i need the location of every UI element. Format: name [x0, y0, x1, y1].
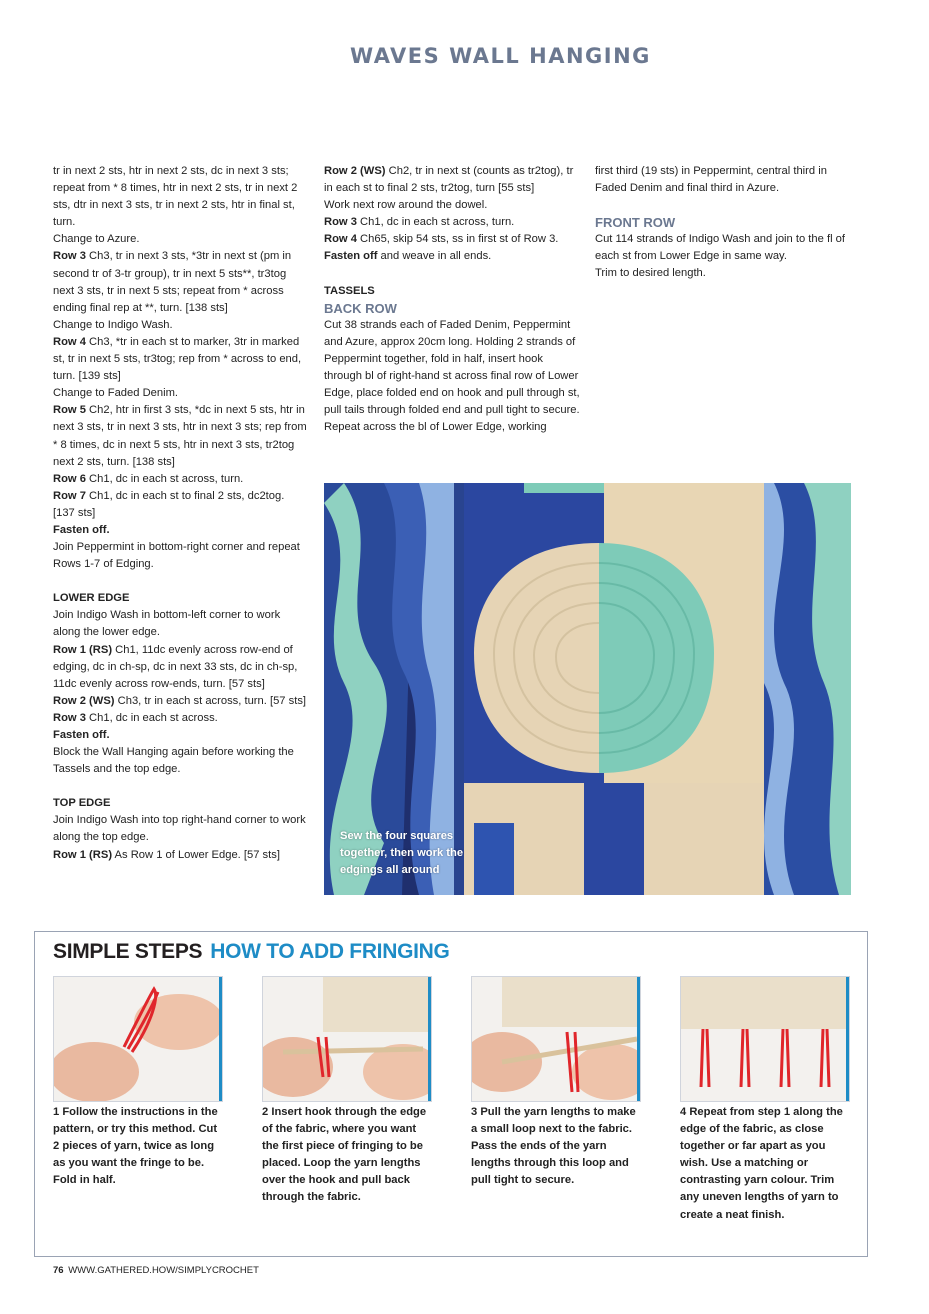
col1-row-7 — [53, 488, 309, 522]
trim-text: Trim to desired length. — [595, 267, 706, 280]
row-text: Ch2, htr in first 3 sts, *dc in next 5 sts, htr in next 3 sts, tr in next 3 sts, htr in next 3 sts; rep from * 8 times, dc in next 5 sts, htr in next 3 sts, tr2tog next 2 sts, turn. [138 sts] — [53, 404, 307, 468]
column-2 — [324, 163, 580, 436]
front-row-text: Cut 114 strands of Indigo Wash and join to the fl of each st from Lower Edge in same way. — [595, 233, 846, 263]
col1-row-4 — [53, 334, 309, 385]
row-text: Ch1, dc in each st to final 2 sts, dc2tog. [137 sts] — [53, 489, 285, 519]
col1-paragraph: tr in next 2 sts, htr in next 2 sts, dc in next 3 sts; repeat from * 8 times, htr in next 2 sts, tr in next 2 sts, dtr in next 3 sts, tr in next 2 sts, htr in final st, turn. — [53, 165, 298, 229]
row-text: Ch3, tr in each st across, turn. [57 sts] — [114, 694, 307, 707]
row-text: Ch3, tr in next 3 sts, *3tr in next st (pm in second tr of 3-tr group), tr in next 5 sts**, tr3tog next 3 sts, tr in next 5 sts; repeat from * across ending final rep at **, turn. [138 sts] — [53, 250, 292, 314]
col1-paragraph: Join Peppermint in bottom-right corner and repeat Rows 1-7 of Edging. — [53, 541, 300, 571]
col2-row-2 — [324, 163, 580, 197]
back-row-text: Cut 38 strands each of Faded Denim, Peppermint and Azure, approx 20cm long. Holding 2 strands of Peppermint together, fold in half, insert hook through bl of right-hand st across final row of Lower Edge, place folded end on hook and pull through st, pull tails through folded end and pull tight to secure. Repeat across the bl of Lower Edge, working — [324, 318, 580, 434]
row-label: Row 4 — [324, 233, 357, 246]
lower-edge-paragraph: Join Indigo Wash in bottom-left corner to work along the lower edge. — [53, 609, 281, 639]
step-3-photo — [472, 977, 640, 1101]
col1-paragraph: Change to Azure. — [53, 233, 140, 246]
column-1 — [53, 163, 309, 864]
col2-paragraph: Work next row around the dowel. — [324, 199, 488, 212]
page-number: 76 — [53, 1265, 64, 1276]
fasten-off: Fasten off. — [53, 729, 110, 741]
simple-steps-label: SIMPLE STEPS — [53, 940, 203, 963]
row-text: Ch65, skip 54 sts, ss in first st of Row 3. — [356, 233, 559, 246]
footer-url: WWW.GATHERED.HOW/SIMPLYCROCHET — [68, 1265, 259, 1276]
front-row-heading: FRONT ROW — [595, 215, 676, 231]
row-label: Row 3 — [53, 250, 86, 263]
top-edge-heading: TOP EDGE — [53, 797, 111, 810]
simple-steps-box — [34, 931, 868, 1257]
col1-paragraph: Change to Indigo Wash. — [53, 318, 173, 331]
row-label: Row 2 (WS) — [324, 165, 386, 177]
lower-edge-paragraph: Block the Wall Hanging again before working the Tassels and the top edge. — [53, 746, 294, 776]
row-label: Row 7 — [53, 489, 86, 502]
col2-fasten — [324, 248, 580, 265]
page-footer — [53, 1265, 259, 1276]
step-1-photo — [54, 977, 222, 1101]
row-text: Ch1, dc in each st across. — [85, 711, 218, 724]
col1-paragraph: Change to Faded Denim. — [53, 387, 179, 400]
row-label: Row 5 — [53, 404, 86, 417]
col1-row-3 — [53, 248, 309, 316]
step-4-text: 4 Repeat from step 1 along the edge of the fabric, as close together or far apart as you wish. Use a matching or contrasting yarn colour. Trim any uneven lengths of yarn to create a neat finish. — [680, 1106, 843, 1221]
row-text: Ch1, 11dc evenly across row-end of edging, dc in ch-sp, dc in next 33 sts, dc in ch-sp, 11dc evenly across row-ends, turn. [57 sts] — [53, 643, 298, 690]
row-text: Ch2, tr in next st (counts as tr2tog), tr in each st to final 2 sts, tr2tog, turn [55 sts] — [324, 165, 574, 195]
row-text: As Row 1 of Lower Edge. [57 sts] — [112, 848, 280, 861]
col2-row-3 — [324, 214, 580, 231]
row-text: Ch1, dc in each st across, turn. — [356, 216, 515, 229]
step-2-text: 2 Insert hook through the edge of the fabric, where you want the first piece of fringing to be placed. Loop the yarn lengths over the hook and pull back through the fabric. — [262, 1106, 427, 1204]
step-3-image — [471, 976, 641, 1102]
crochet-photo — [324, 483, 851, 895]
lower-edge-row-1 — [53, 642, 309, 693]
row-text: and weave in all ends. — [377, 250, 492, 263]
row-label: Row 4 — [53, 335, 86, 348]
col2-row-4 — [324, 231, 580, 248]
lower-edge-row-3 — [53, 710, 309, 727]
step-4-image — [680, 976, 850, 1102]
row-label: Row 6 — [53, 472, 86, 485]
row-label: Row 3 — [324, 216, 357, 229]
how-to-label: HOW TO ADD FRINGING — [210, 940, 450, 963]
row-label: Row 3 — [53, 711, 86, 724]
fasten-off: Fasten off. — [53, 523, 110, 536]
step-1-text: 1 Follow the instructions in the pattern, or try this method. Cut 2 pieces of yarn, twice as long as you want the fringe to be. Fold in half. — [53, 1106, 218, 1187]
tassels-heading: TASSELS — [324, 284, 375, 297]
row-label: Row 2 (WS) — [53, 694, 115, 707]
simple-steps-title — [53, 940, 450, 964]
row-text: Ch3, *tr in each st to marker, 3tr in marked st, tr in next 5 sts, tr3tog; rep from * across to end, turn. [139 sts] — [53, 335, 302, 383]
top-edge-row-1 — [53, 847, 309, 864]
column-3 — [595, 163, 855, 283]
step-4-photo — [681, 977, 849, 1101]
step-1-image — [53, 976, 223, 1102]
lower-edge-row-2 — [53, 693, 309, 710]
page-header-title: WAVES WALL HANGING — [350, 44, 651, 68]
step-3-text: 3 Pull the yarn lengths to make a small loop next to the fabric. Pass the ends of the yarn lengths through this loop and pull tight to secure. — [471, 1106, 636, 1187]
row-label: Fasten off — [324, 250, 378, 263]
photo-caption: Sew the four squares together, then work the edgings all around — [340, 830, 464, 876]
top-edge-paragraph: Join Indigo Wash into top right-hand corner to work along the top edge. — [53, 814, 306, 844]
step-2-image — [262, 976, 432, 1102]
step-2-photo — [263, 977, 431, 1101]
row-label: Row 1 (RS) — [53, 643, 113, 656]
col1-row-6 — [53, 471, 309, 488]
back-row-heading: BACK ROW — [324, 300, 397, 316]
col1-row-5 — [53, 402, 309, 470]
row-label: Row 1 (RS) — [53, 848, 113, 861]
row-text: Ch1, dc in each st across, turn. — [85, 472, 244, 485]
lower-edge-heading: LOWER EDGE — [53, 592, 130, 605]
col3-paragraph: first third (19 sts) in Peppermint, central third in Faded Denim and final third in Azure. — [595, 165, 827, 195]
